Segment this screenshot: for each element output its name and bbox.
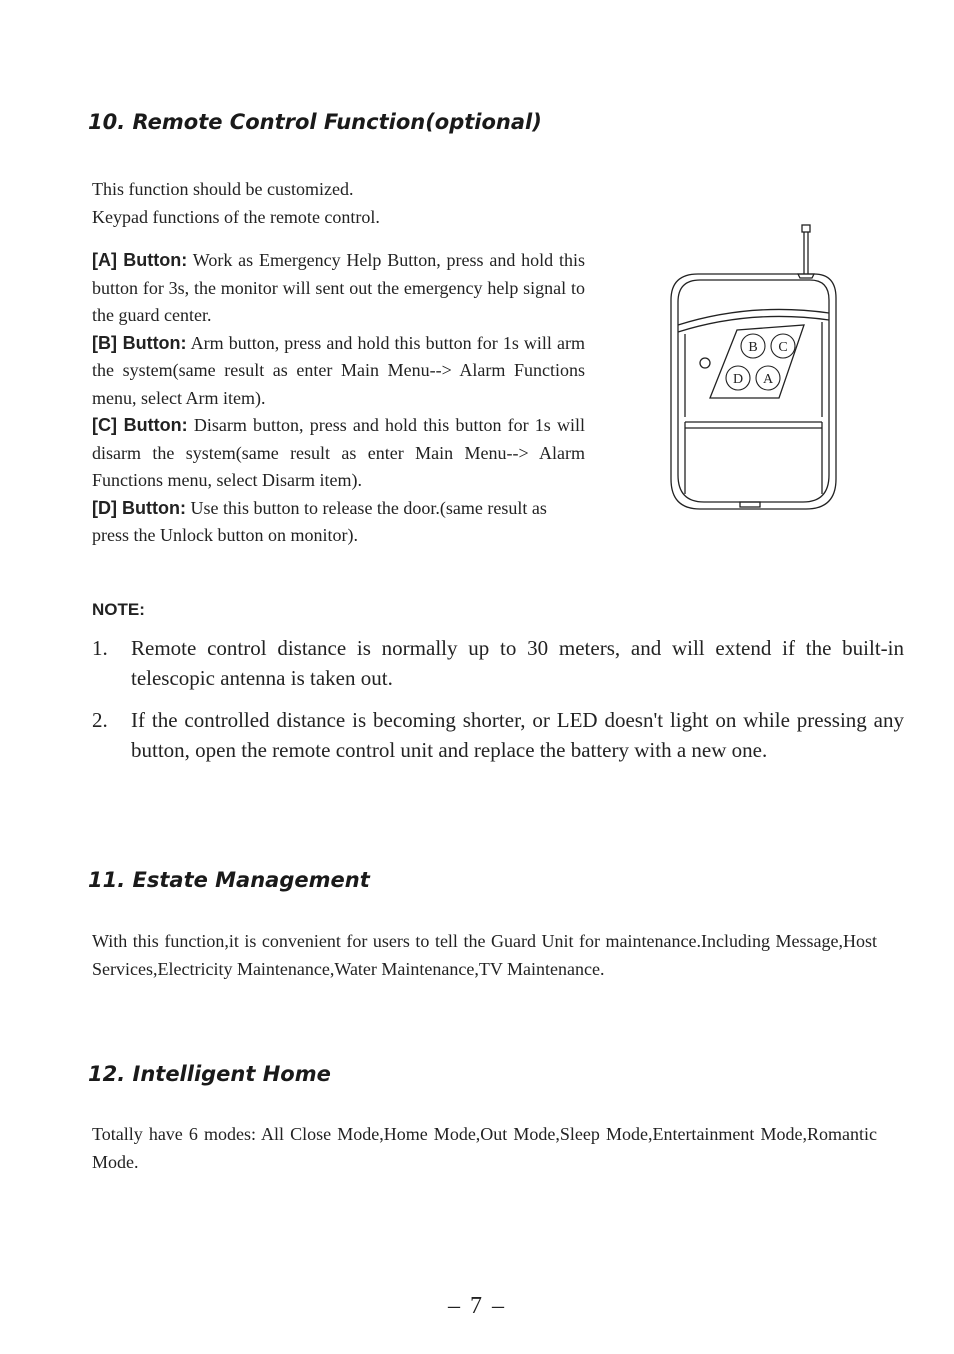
button-d-description (92, 495, 585, 550)
note-item-1 (92, 633, 904, 693)
button-d-text: Use this button to release the door.(same result as press the Unlock button on monitor). (92, 497, 547, 545)
button-d-label: [D] Button: (92, 497, 186, 518)
key-c-label: C (778, 340, 788, 355)
intelligent-home-text: Totally have 6 modes: All Close Mode,Home Mode,Out Mode,Sleep Mode,Entertainment Mode,Romantic Mode. (92, 1124, 877, 1172)
button-a-description (92, 247, 585, 330)
button-c-label: [C] Button: (92, 415, 188, 435)
intro-line-1: This function should be customized. (92, 179, 354, 199)
key-b-label: B (748, 340, 758, 355)
button-c-description (92, 412, 585, 495)
led-indicator (700, 358, 710, 368)
button-a-label: [A] Button: (92, 250, 188, 270)
note-item-1-number: 1. (92, 636, 108, 660)
button-b-text: Arm button, press and hold this button for 1s will arm the system(same result as enter Main Menu--> Alarm Functions menu, select Arm item). (92, 332, 585, 408)
section-title-remote-control: 10. Remote Control Function(optional) (88, 110, 542, 134)
remote-control-illustration (665, 222, 843, 514)
button-c-text: Disarm button, press and hold this button for 1s will disarm the system(same result as enter Main Menu--> Alarm Functions menu, select Disarm item). (92, 415, 585, 490)
button-b-label: [B] Button: (92, 332, 187, 353)
remote-body-outer (671, 274, 836, 509)
button-b-description (92, 330, 585, 413)
note-item-1-text: Remote control distance is normally up to 30 meters, and will extend if the built-in telescopic antenna is taken out. (131, 636, 904, 690)
section-title-intelligent-home: 12. Intelligent Home (88, 1062, 331, 1086)
intro-text (92, 176, 592, 231)
page-number: – 7 – (448, 1293, 506, 1319)
button-a-text: Work as Emergency Help Button, press and hold this button for 3s, the monitor will sent out the emergency help signal to the guard center. (92, 250, 585, 325)
battery-notch (740, 502, 760, 507)
note-item-2 (92, 705, 904, 765)
note-title: NOTE: (92, 600, 145, 619)
button-descriptions (92, 247, 585, 550)
note-item-2-number: 2. (92, 708, 108, 732)
key-a-label: A (762, 372, 774, 387)
antenna-tip (802, 225, 810, 232)
section-title-estate-management: 11. Estate Management (88, 868, 370, 892)
key-d-label: D (732, 372, 744, 387)
note-item-2-text: If the controlled distance is becoming shorter, or LED doesn't light on while pressing any button, open the remote control unit and replace the battery with a new one. (131, 708, 904, 762)
intro-line-2: Keypad functions of the remote control. (92, 206, 380, 227)
estate-management-text: With this function,it is convenient for users to tell the Guard Unit for maintenance.Including Message,Host Services,Electricity Maintenance,Water Maintenance,TV Maintenance. (92, 931, 877, 979)
